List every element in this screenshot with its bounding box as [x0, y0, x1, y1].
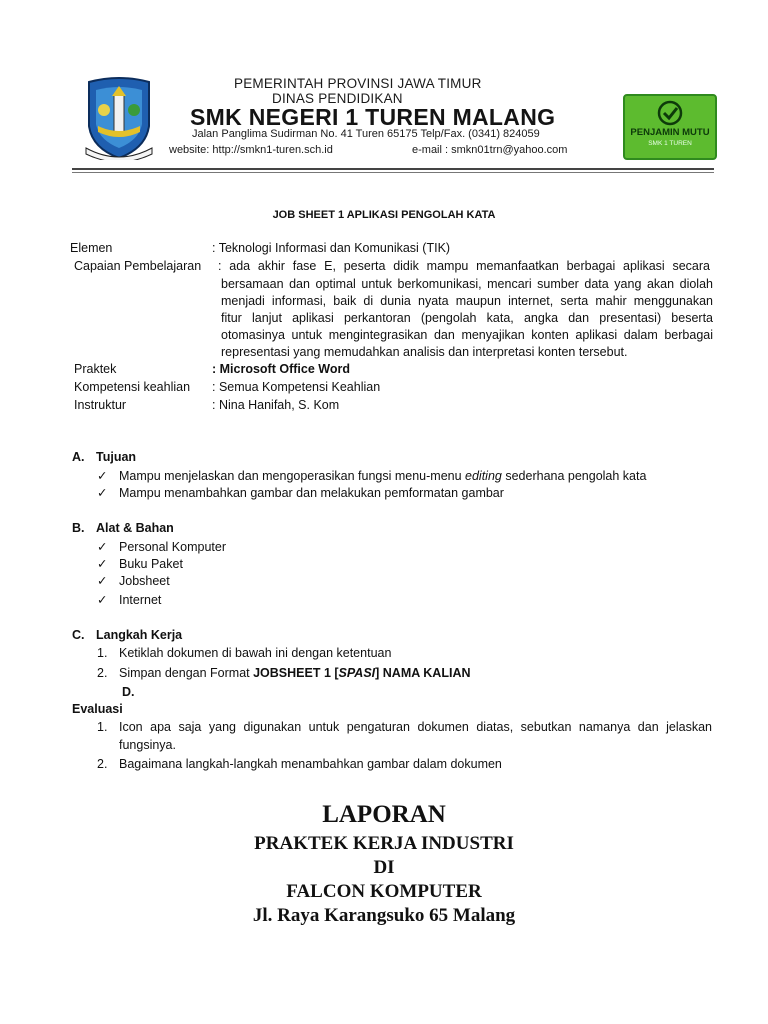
check-icon: ✓ — [97, 486, 108, 500]
praktek-value: : Microsoft Office Word — [212, 362, 350, 376]
langkah-step-2-num: 2. — [97, 666, 108, 680]
alat-item: ✓ Buku Paket — [97, 557, 183, 571]
alat-heading: Alat & Bahan — [96, 521, 174, 535]
laporan-line-2: PRAKTEK KERJA INDUSTRI — [254, 833, 514, 854]
header-divider — [72, 168, 714, 170]
letterhead — [72, 66, 716, 166]
praktek-label: Praktek — [74, 362, 117, 376]
check-icon: ✓ — [97, 574, 108, 588]
check-badge-icon — [657, 100, 683, 126]
evaluasi-q2-num: 2. — [97, 757, 108, 771]
header-department: DINAS PENDIDIKAN — [272, 91, 403, 106]
laporan-line-4: FALCON KOMPUTER — [286, 881, 482, 902]
tujuan-heading: Tujuan — [96, 450, 137, 464]
evaluasi-q1-num: 1. — [97, 720, 108, 734]
check-icon: ✓ — [97, 540, 108, 554]
laporan-line-5: Jl. Raya Karangsuko 65 Malang — [252, 905, 516, 926]
quality-badge — [623, 94, 717, 160]
evaluasi-heading: Evaluasi — [72, 702, 123, 716]
tujuan-item-1: ✓ Mampu menjelaskan dan mengoperasikan fungsi menu-menu editing sederhana pengolah kata — [97, 469, 647, 483]
capaian-line-6: representasi yang memudahkan analisis dan interpretasi konten tersebut. — [221, 345, 628, 359]
check-icon: ✓ — [97, 557, 108, 571]
laporan-line-3: DI — [373, 857, 395, 878]
header-email: e-mail : smkn01trn@yahoo.com — [412, 144, 568, 156]
alat-item: ✓ Personal Komputer — [97, 540, 227, 554]
langkah-step-1: Ketiklah dokumen di bawah ini dengan ketentuan — [119, 646, 392, 660]
capaian-label: Capaian Pembelajaran — [74, 259, 202, 273]
header-website: website: http://smkn1-turen.sch.id — [169, 144, 333, 156]
evaluasi-q1-line-1: Icon apa saja yang digunakan untuk pengaturan dokumen diatas, sebutkan namanya dan jelaskan — [119, 720, 712, 734]
evaluasi-q1-line-2: fungsinya. — [119, 738, 176, 752]
capaian-line-3: menjadi informasi, baik di dunia nyata maupun internet, serta mahir menggunakan — [221, 294, 713, 308]
header-province: PEMERINTAH PROVINSI JAWA TIMUR — [234, 76, 482, 91]
capaian-line-4: fitur lanjut aplikasi perkantoran (pengolah kata, angka dan presentasi) beserta — [221, 311, 713, 325]
badge-title: PENJAMIN MUTU — [630, 127, 710, 138]
header-school-name: SMK NEGERI 1 TUREN MALANG — [190, 104, 556, 130]
alat-item: ✓ Internet — [97, 593, 162, 607]
langkah-step-2: Simpan dengan Format JOBSHEET 1 [SPASI] NAMA KALIAN — [119, 666, 471, 680]
jawa-timur-crest-icon — [84, 76, 154, 160]
badge-subtitle: SMK 1 TUREN — [648, 140, 692, 147]
alat-marker: B. — [72, 521, 85, 535]
document-title: JOB SHEET 1 APLIKASI PENGOLAH KATA — [272, 209, 496, 221]
alat-item: ✓ Jobsheet — [97, 574, 170, 588]
langkah-heading: Langkah Kerja — [96, 628, 183, 642]
evaluasi-q2: Bagaimana langkah-langkah menambahkan gambar dalam dokumen — [119, 757, 502, 771]
langkah-step-1-num: 1. — [97, 646, 108, 660]
capaian-line-1: : ada akhir fase E, peserta didik mampu memanfaatkan berbagai aplikasi secara — [218, 259, 710, 273]
kompetensi-label: Kompetensi keahlian — [74, 380, 191, 394]
capaian-line-5: otomasinya untuk mengintegrasikan dan menyajikan konten aplikasi dalam berbagai — [221, 328, 713, 342]
header-divider-thin — [72, 172, 714, 173]
elemen-label: Elemen — [70, 241, 113, 255]
tujuan-marker: A. — [72, 450, 85, 464]
kompetensi-value: : Semua Kompetensi Keahlian — [212, 380, 381, 394]
langkah-marker: C. — [72, 628, 85, 642]
header-address: Jalan Panglima Sudirman No. 41 Turen 65175 Telp/Fax. (0341) 824059 — [192, 128, 540, 140]
instruktur-label: Instruktur — [74, 398, 127, 412]
tujuan-item-2: ✓ Mampu menambahkan gambar dan melakukan pemformatan gambar — [97, 486, 504, 500]
laporan-title: LAPORAN — [322, 801, 446, 828]
langkah-d-marker: D. — [122, 685, 135, 699]
elemen-value: : Teknologi Informasi dan Komunikasi (TIK) — [212, 241, 451, 255]
check-icon: ✓ — [97, 593, 108, 607]
capaian-line-2: bersamaan dan optimal untuk berkomunikasi, mencari sumber data yang akan diolah — [221, 277, 713, 291]
instruktur-value: : Nina Hanifah, S. Kom — [212, 398, 340, 412]
check-icon: ✓ — [97, 469, 108, 483]
